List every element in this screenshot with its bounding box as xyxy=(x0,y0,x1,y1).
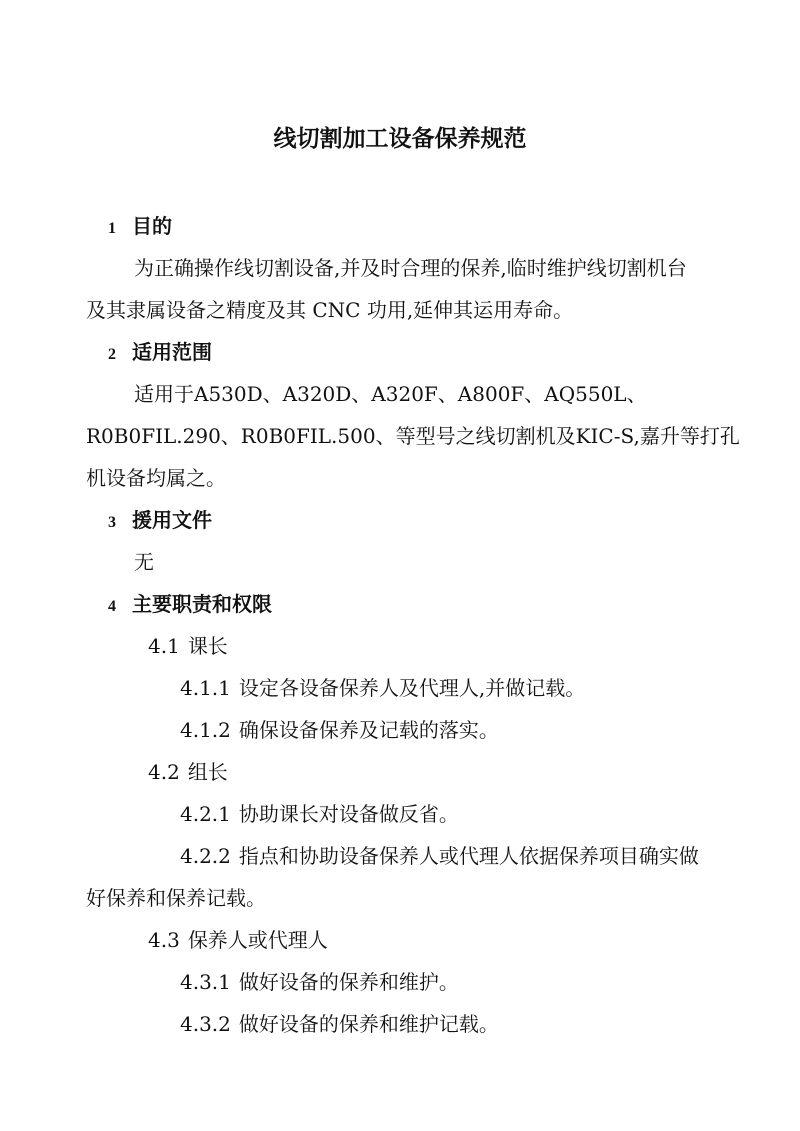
paragraph-line: 及其隶属设备之精度及其 CNC 功用,延伸其运用寿命。 xyxy=(86,298,574,322)
paragraph-line: 机设备均属之。 xyxy=(86,466,226,490)
paragraph-line: 无 xyxy=(134,550,154,574)
section-title: 主要职责和权限 xyxy=(132,592,272,616)
item-4-1-1 xyxy=(86,667,726,709)
subsection-number: 4.2 xyxy=(148,760,180,784)
section-heading-purpose xyxy=(86,205,726,247)
item-text: 设定各设备保养人及代理人,并做记载。 xyxy=(238,676,586,700)
paragraph-line: 为正确操作线切割设备,并及时合理的保养,临时维护线切割机台 xyxy=(134,256,687,280)
item-text: 确保设备保养及记载的落实。 xyxy=(238,718,499,742)
item-4-1-2 xyxy=(86,709,726,751)
subsection-title: 保养人或代理人 xyxy=(187,928,328,952)
section-heading-references xyxy=(86,499,726,541)
section-number: 4 xyxy=(108,598,116,615)
item-text: 做好设备的保养和维护记载。 xyxy=(238,1012,499,1036)
item-4-3-2 xyxy=(86,1003,726,1045)
item-4-2-2 xyxy=(86,835,726,877)
section-number: 1 xyxy=(108,220,116,237)
item-number: 4.1.2 xyxy=(180,718,231,742)
subsection-number: 4.3 xyxy=(148,928,180,952)
item-number: 4.3.1 xyxy=(180,970,231,994)
subsection-4-1 xyxy=(86,625,726,667)
subsection-4-2 xyxy=(86,751,726,793)
item-text: 指点和协助设备保养人或代理人依据保养项目确实做 xyxy=(238,844,699,868)
section-title: 援用文件 xyxy=(132,508,212,532)
item-number: 4.2.1 xyxy=(180,802,231,826)
item-4-3-1 xyxy=(86,961,726,1003)
section-title: 适用范围 xyxy=(132,340,212,364)
subsection-title: 组长 xyxy=(187,760,228,784)
item-text: 协助课长对设备做反省。 xyxy=(238,802,459,826)
item-4-2-2-continuation: 好保养和保养记载。 xyxy=(86,886,266,910)
item-number: 4.2.2 xyxy=(180,844,231,868)
section-heading-scope xyxy=(86,331,726,373)
paragraph-line: R0B0FIL.290、R0B0FIL.500、等型号之线切割机及KIC-S,嘉升等打孔 xyxy=(86,424,740,448)
document-body xyxy=(86,205,740,1045)
section-number: 3 xyxy=(108,514,116,531)
paragraph-line: 适用于A530D、A320D、A320F、A800F、AQ550L、 xyxy=(134,382,647,406)
item-number: 4.1.1 xyxy=(180,676,231,700)
subsection-number: 4.1 xyxy=(148,634,180,658)
section-number: 2 xyxy=(108,346,116,363)
subsection-4-3 xyxy=(86,919,726,961)
item-number: 4.3.2 xyxy=(180,1012,231,1036)
subsection-title: 课长 xyxy=(187,634,228,658)
item-text: 做好设备的保养和维护。 xyxy=(238,970,459,994)
section-heading-duties xyxy=(86,583,726,625)
item-4-2-1 xyxy=(86,793,726,835)
section-title: 目的 xyxy=(132,214,172,238)
document-title: 线切割加工设备保养规范 xyxy=(273,126,527,152)
